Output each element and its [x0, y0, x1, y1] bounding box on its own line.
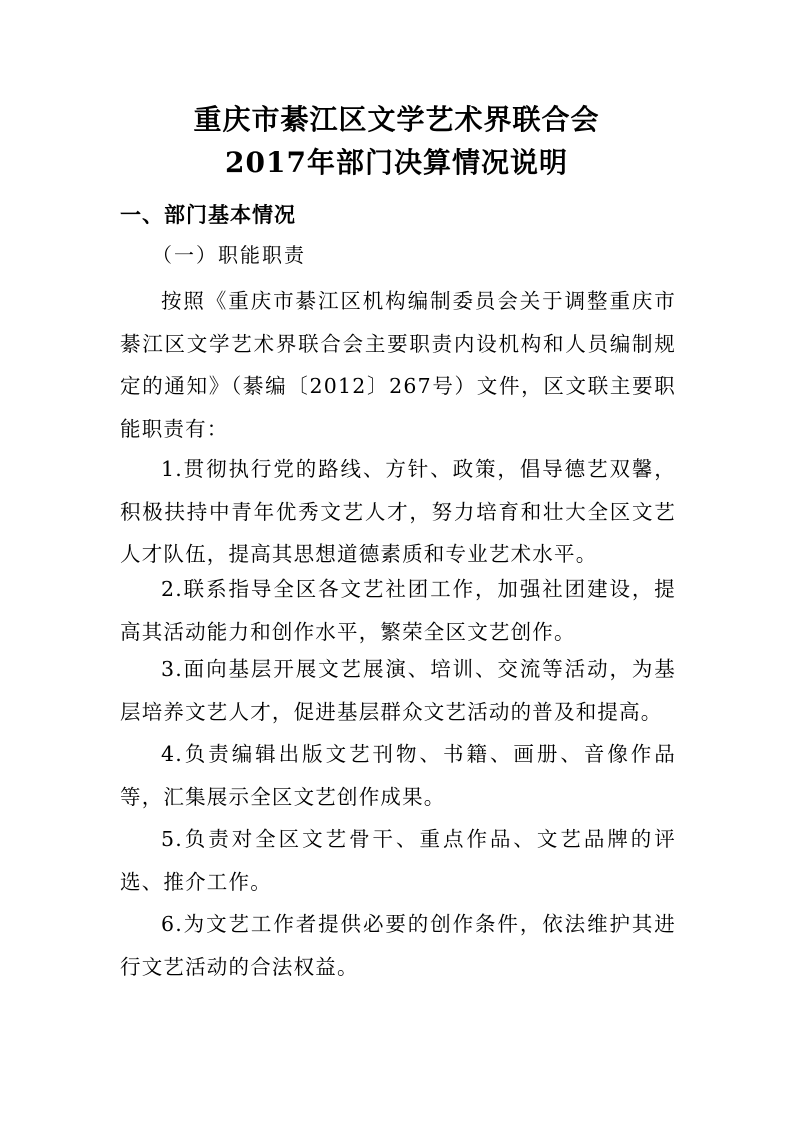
duty-item-2: 2.联系指导全区各文艺社团工作，加强社团建设，提高其活动能力和创作水平，繁荣全区文艺创作。 [120, 577, 676, 644]
duty-item-1: 1.贯彻执行党的路线、方针、政策，倡导德艺双馨，积极扶持中青年优秀文艺人才，努力培育和壮大全区文艺人才队伍，提高其思想道德素质和专业艺术水平。 [120, 457, 676, 566]
duty-item-5: 5.负责对全区文艺骨干、重点作品、文艺品牌的评选、推介工作。 [120, 827, 676, 894]
duty-item-3: 3.面向基层开展文艺展演、培训、交流等活动，为基层培养文艺人才，促进基层群众文艺活动的普及和提高。 [120, 657, 676, 724]
intro-paragraph: 按照《重庆市綦江区机构编制委员会关于调整重庆市綦江区文学艺术界联合会主要职责内设机构和人员编制规定的通知》（綦编〔2012〕267号）文件，区文联主要职能职责有： [120, 289, 676, 441]
duty-item-6: 6.为文艺工作者提供必要的创作条件，依法维护其进行文艺活动的合法权益。 [120, 912, 676, 979]
subsection-heading-duties: （一）职能职责 [152, 243, 306, 267]
document-title-line2: 2017年部门决算情况说明 [225, 146, 568, 179]
section-heading-basic-info: 一、部门基本情况 [120, 203, 296, 227]
duty-item-4: 4.负责编辑出版文艺刊物、书籍、画册、音像作品等，汇集展示全区文艺创作成果。 [120, 742, 676, 809]
document-title-line1: 重庆市綦江区文学艺术界联合会 [193, 103, 600, 136]
